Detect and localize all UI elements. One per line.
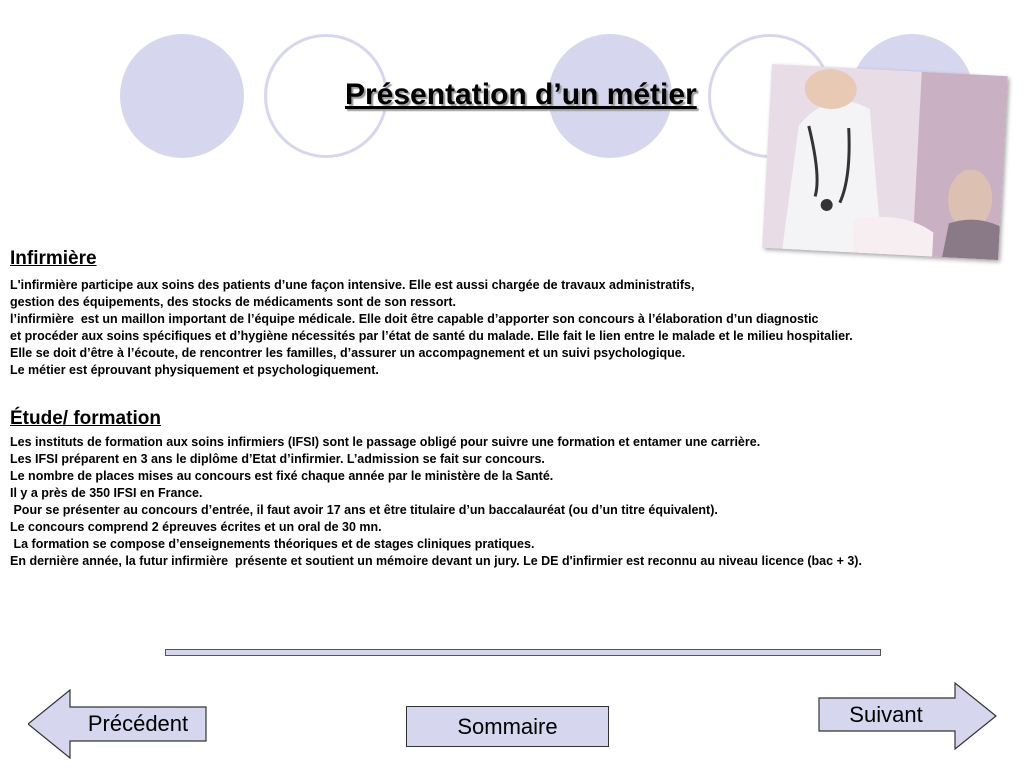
prev-button[interactable] <box>70 707 206 740</box>
bottom-divider <box>165 649 881 656</box>
prev-button-label: Précédent <box>87 710 189 736</box>
text-line: Les instituts de formation aux soins infirmiers (IFSI) sont le passage obligé pour suivre une formation et entamer une carrière. <box>10 435 761 449</box>
section-heading-infirmiere: Infirmière <box>10 248 97 269</box>
sommaire-button[interactable] <box>406 706 609 747</box>
text-line: En dernière année, la futur infirmière présente et soutient un mémoire devant un jury. Le DE d'infirmier est reconnu au niveau licence (bac + 3). <box>10 554 862 568</box>
text-line: et procéder aux soins spécifiques et d’hygiène nécessités par l’état de santé du malade. Elle fait le lien entre le malade et le milieu hospitalier. <box>10 329 853 343</box>
text-line: L'infirmière participe aux soins des patients d’une façon intensive. Elle est aussi chargée de travaux administratifs, <box>10 278 695 292</box>
section-heading-etude-formation: Étude/ formation <box>10 408 161 429</box>
text-line: l’infirmière est un maillon important de l’équipe médicale. Elle doit être capable d’apporter son concours à l’élaboration d’un diagnostic <box>10 312 819 326</box>
text-line: Elle se doit d’être à l’écoute, de rencontrer les familles, d’assurer un accompagnement et un suivi psychologique. <box>10 346 686 360</box>
decor-circle-1 <box>120 34 244 158</box>
text-line: Le concours comprend 2 épreuves écrites et un oral de 30 mn. <box>10 520 382 534</box>
text-line: Pour se présenter au concours d’entrée, il faut avoir 17 ans et être titulaire d’un baccalauréat (ou d’un titre équivalent). <box>10 503 718 517</box>
nurse-photo <box>762 64 1007 260</box>
next-button-label: Suivant <box>849 702 923 727</box>
text-line: Les IFSI préparent en 3 ans le diplôme d’Etat d’infirmier. L’admission se fait sur concours. <box>10 452 545 466</box>
slide-title: Présentation d’un métier <box>345 78 697 111</box>
section-text-etude-formation <box>10 434 1010 570</box>
sommaire-button-label: Sommaire <box>457 713 558 739</box>
next-button[interactable] <box>819 699 953 731</box>
text-line: gestion des équipements, des stocks de médicaments sont de son ressort. <box>10 295 456 309</box>
text-line: Le nombre de places mises au concours est fixé chaque année par le ministère de la Santé. <box>10 469 554 483</box>
text-line: La formation se compose d’enseignements théoriques et de stages cliniques pratiques. <box>10 537 535 551</box>
text-line: Il y a près de 350 IFSI en France. <box>10 486 203 500</box>
text-line: Le métier est éprouvant physiquement et psychologiquement. <box>10 363 379 377</box>
section-text-infirmiere <box>10 277 1010 379</box>
nurse-photo-illustration <box>762 64 1007 260</box>
